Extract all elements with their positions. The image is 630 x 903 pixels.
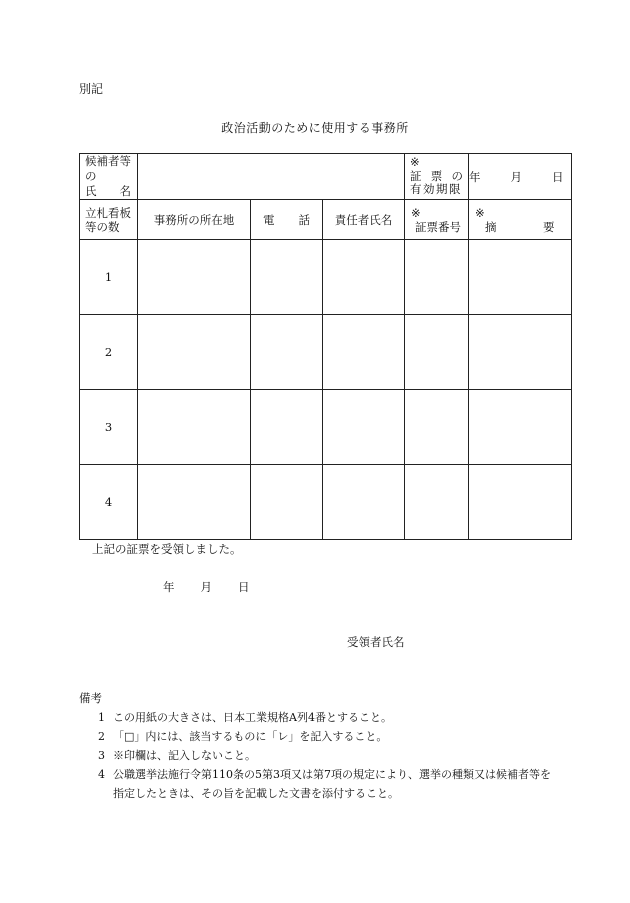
address-cell[interactable] (138, 315, 251, 390)
candidate-name-label (80, 154, 138, 200)
row-number: 4 (80, 465, 138, 540)
phone-cell[interactable] (251, 465, 323, 540)
cert-number-cell[interactable] (405, 315, 469, 390)
col-cert-header (405, 200, 469, 240)
note-text: この用紙の大きさは、日本工業規格A列4番とすること。 (113, 711, 392, 724)
validity-mark-text: ※ (410, 155, 420, 170)
address-cell[interactable] (138, 390, 251, 465)
candidate-name-input[interactable] (138, 154, 405, 200)
note-cell[interactable] (469, 390, 572, 465)
row-number: 3 (80, 390, 138, 465)
col-note-header (469, 200, 572, 240)
receipt-year-label: 年 (163, 580, 175, 594)
col-signboard-line2: 等の数 (85, 219, 120, 234)
cert-number-cell[interactable] (405, 390, 469, 465)
manager-cell[interactable] (323, 465, 405, 540)
note-item (79, 708, 559, 727)
col-signboard-header (80, 200, 138, 240)
note-text: ※印欄は、記入しないこと。 (113, 749, 256, 762)
note-cell[interactable] (469, 240, 572, 315)
validity-label (405, 154, 469, 200)
note-number: 4 (98, 768, 105, 781)
phone-cell[interactable] (251, 390, 323, 465)
col-note-mark: ※ (475, 205, 485, 220)
receiver-name-label: 受領者氏名 (347, 635, 405, 649)
row-number: 1 (80, 240, 138, 315)
candidate-label-text-1: 候補者等の (85, 154, 131, 183)
manager-cell[interactable] (323, 240, 405, 315)
date-month-label: 月 (510, 169, 522, 184)
notes-title: 備考 (79, 691, 102, 705)
note-item (79, 727, 559, 746)
note-item (79, 746, 559, 765)
address-cell[interactable] (138, 465, 251, 540)
note-cell[interactable] (469, 315, 572, 390)
col-cert-mark: ※ (411, 205, 421, 220)
col-manager-header: 責任者氏名 (323, 200, 405, 240)
cert-number-cell[interactable] (405, 240, 469, 315)
col-note-a: 摘 (485, 219, 497, 234)
validity-char-a: 証 (410, 168, 422, 183)
col-cert-label: 証票番号 (415, 219, 461, 234)
table-row (80, 240, 572, 315)
validity-char-b: 票 (430, 168, 443, 183)
note-number: 1 (98, 711, 105, 724)
col-phone-b: 話 (298, 212, 310, 227)
manager-cell[interactable] (323, 315, 405, 390)
row-number: 2 (80, 315, 138, 390)
form-grid (79, 153, 572, 540)
note-number: 2 (98, 730, 105, 743)
cert-number-cell[interactable] (405, 465, 469, 540)
note-text: 「□」内には、該当するものに「レ」を記入すること。 (113, 730, 388, 743)
manager-cell[interactable] (323, 390, 405, 465)
validity-date-input[interactable] (469, 154, 572, 200)
receipt-statement: 上記の証票を受領しました。 (92, 542, 242, 556)
col-phone-a: 電 (263, 212, 275, 227)
notes-list (79, 708, 559, 803)
note-number: 3 (98, 749, 105, 762)
table-row (80, 315, 572, 390)
note-text: 公職選挙法施行令第110条の5第3項又は第7項の規定により、選挙の種類又は候補者等を指定したときは、その旨を記載した文書を添付すること。 (113, 768, 551, 800)
candidate-label-text-3: 名 (119, 184, 131, 198)
note-item (79, 765, 559, 803)
validity-char-c: の (451, 168, 463, 183)
col-signboard-line1: 立札看板 (85, 205, 131, 220)
candidate-label-text-2: 氏 (85, 184, 97, 198)
col-note-b: 要 (543, 219, 555, 234)
address-cell[interactable] (138, 240, 251, 315)
col-address-header: 事務所の所在地 (138, 200, 251, 240)
note-cell[interactable] (469, 465, 572, 540)
date-day-label: 日 (552, 169, 564, 184)
col-phone-header (251, 200, 323, 240)
date-year-label: 年 (469, 169, 481, 184)
validity-line2-text: 有効期限 (410, 182, 462, 197)
receipt-date (163, 579, 250, 595)
document-title: 政治活動のために使用する事務所 (221, 121, 409, 135)
phone-cell[interactable] (251, 315, 323, 390)
table-row (80, 465, 572, 540)
receipt-month-label: 月 (200, 580, 212, 594)
phone-cell[interactable] (251, 240, 323, 315)
table-row (80, 390, 572, 465)
page-label: 別記 (79, 82, 104, 96)
receipt-day-label: 日 (238, 580, 250, 594)
